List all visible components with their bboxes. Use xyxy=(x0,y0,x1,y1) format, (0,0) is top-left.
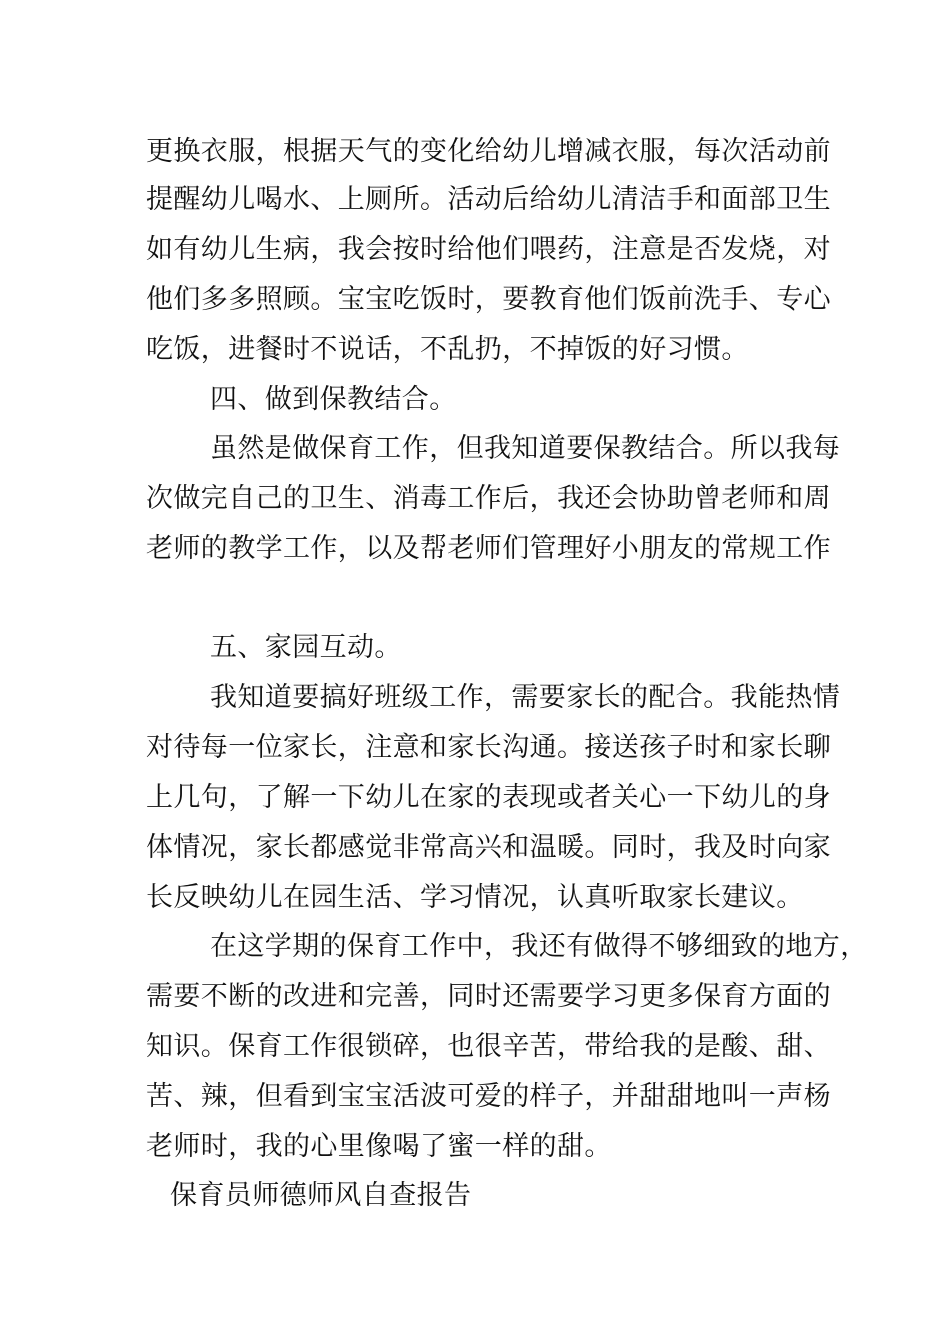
text-line: 对待每一位家长，注意和家长沟通。接送孩子时和家长聊 xyxy=(146,732,831,763)
text-line: 知识。保育工作很锁碎，也很辛苦，带给我的是酸、甜、 xyxy=(146,1031,831,1062)
text-line: 上几句，了解一下幼儿在家的表现或者关心一下幼儿的身 xyxy=(146,782,831,813)
section-heading-4: 四、做到保教结合。 xyxy=(210,384,457,415)
text-line: 老师的教学工作，以及帮老师们管理好小朋友的常规工作 xyxy=(146,533,831,564)
text-line: 苦、辣，但看到宝宝活波可爱的样子，并甜甜地叫一声杨 xyxy=(146,1081,831,1112)
text-line: 虽然是做保育工作，但我知道要保教结合。所以我每 xyxy=(210,433,841,464)
section-heading-5: 五、家园互动。 xyxy=(210,632,402,663)
document-title: 保育员师德师风自查报告 xyxy=(170,1180,472,1211)
text-line: 需要不断的改进和完善，同时还需要学习更多保育方面的 xyxy=(146,981,831,1012)
text-line: 体情况，家长都感觉非常高兴和温暖。同时，我及时向家 xyxy=(146,832,831,863)
text-line: 他们多多照顾。宝宝吃饭时，要教育他们饭前洗手、专心 xyxy=(146,284,831,315)
text-line: 提醒幼儿喝水、上厕所。活动后给幼儿清洁手和面部卫生 xyxy=(146,184,831,215)
text-line: 次做完自己的卫生、消毒工作后，我还会协助曾老师和周 xyxy=(146,483,831,514)
text-line: 长反映幼儿在园生活、学习情况，认真听取家长建议。 xyxy=(146,882,804,913)
text-line: 老师时，我的心里像喝了蜜一样的甜。 xyxy=(146,1131,612,1162)
text-line: 吃饭，进餐时不说话，不乱扔，不掉饭的好习惯。 xyxy=(146,334,749,365)
text-line: 在这学期的保育工作中，我还有做得不够细致的地方， xyxy=(210,931,868,962)
text-line: 更换衣服，根据天气的变化给幼儿增减衣服，每次活动前 xyxy=(146,136,831,167)
text-line: 我知道要搞好班级工作，需要家长的配合。我能热情 xyxy=(210,682,841,713)
text-line: 如有幼儿生病，我会按时给他们喂药，注意是否发烧，对 xyxy=(146,234,831,265)
